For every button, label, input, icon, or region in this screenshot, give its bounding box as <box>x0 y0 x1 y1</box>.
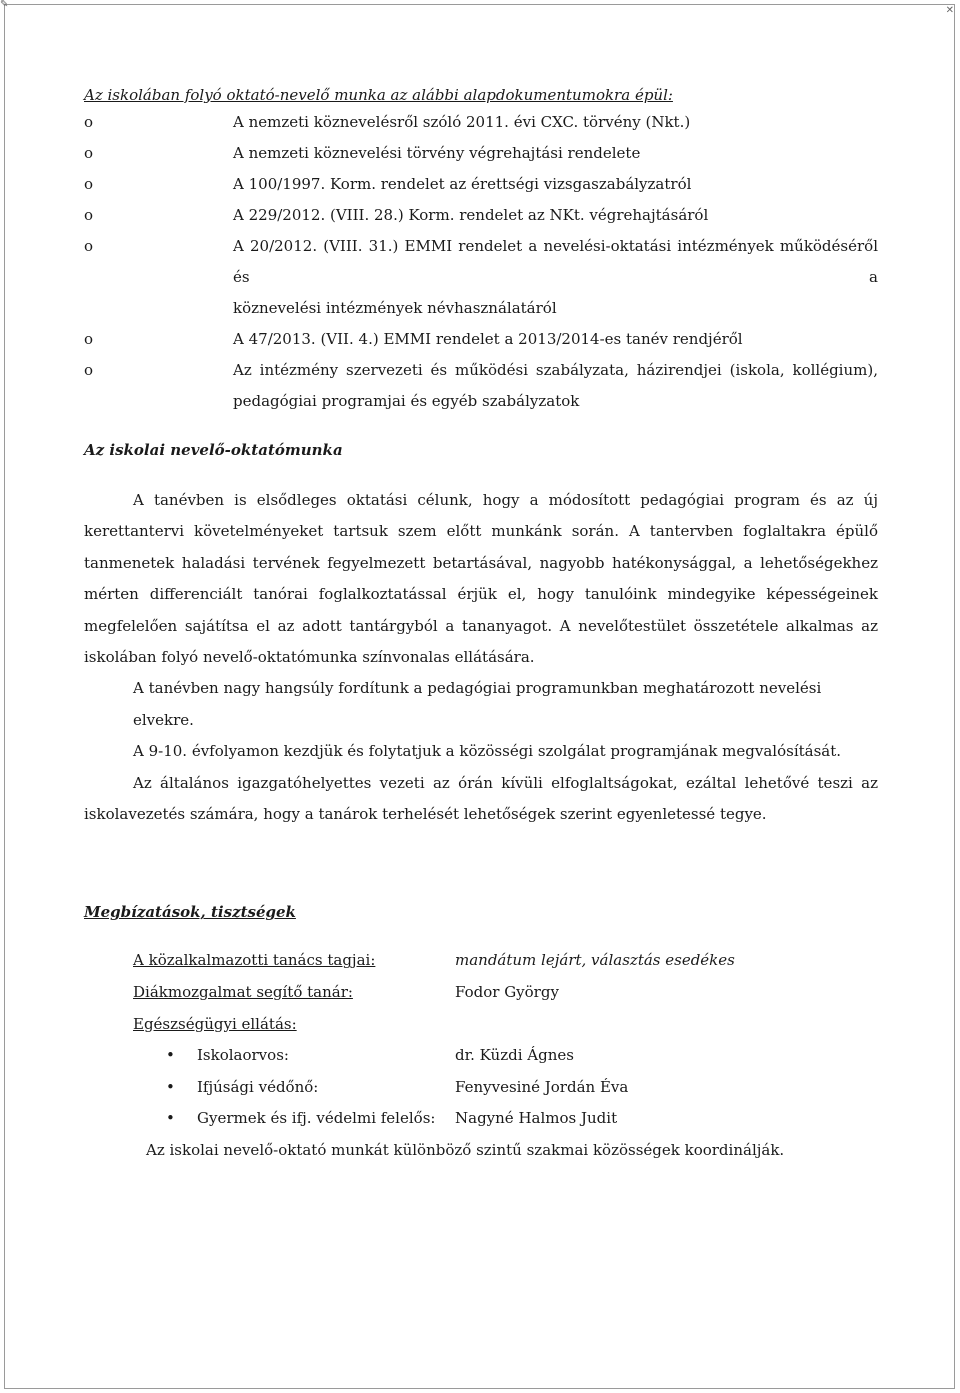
closing-text: Az iskolai nevelő-oktató munkát különböző szintű szakmai közösségek koordinálják. <box>146 1141 785 1160</box>
row-value: Fodor György <box>455 983 559 1002</box>
paragraph: A tanévben is elsődleges oktatási célunk, hogy a módosított pedagógiai program és az új kerettantervi követelményeket tartsuk szem előtt munkánk során. A tantervben foglaltakra épülő tanmenetek haladási tervének fegyelmezett betartásával, nagyobb hatékonysággal, a lehetőségekhez mérten differenciált tanórai foglalkoztatással érjük el, hogy tanulóink mindegyike képességeinek megfelelően sajátítsa el az adott tantárgyból a tananyagot. A nevelőtestület összetétele alkalmas az iskolában folyó nevelő-oktatómunka színvonalas ellátására. <box>84 491 878 667</box>
row-value: dr. Küzdi Ágnes <box>455 1046 574 1065</box>
list-item: o A 20/2012. (VIII. 31.) EMMI rendelet a nevelési-oktatási intézmények működéséről és a <box>84 231 878 293</box>
list-item: o A 229/2012. (VIII. 28.) Korm. rendelet az NKt. végrehajtásáról <box>84 200 878 231</box>
list-item: o A 47/2013. (VII. 4.) EMMI rendelet a 2013/2014-es tanév rendjéről <box>84 324 878 355</box>
document-content <box>84 84 878 1167</box>
section-title-education: Az iskolai nevelő-oktatómunka <box>84 441 343 459</box>
basic-documents-list <box>84 107 878 417</box>
bullet-circle-icon: o <box>84 144 94 162</box>
corner-mark-icon: ✎ <box>0 0 9 10</box>
row-label: Diákmozgalmat segítő tanár: <box>133 983 353 1002</box>
table-row <box>84 945 878 977</box>
bullet-circle-icon: o <box>84 237 94 255</box>
education-body <box>84 485 878 830</box>
paragraph: A 9-10. évfolyamon kezdjük és folytatjuk a közösségi szolgálat programjának megvalósítását. <box>133 742 842 761</box>
row-label: Ifjúsági védőnő: <box>197 1077 319 1096</box>
row-value: mandátum lejárt, választás esedékes <box>455 951 735 970</box>
list-item: o A nemzeti köznevelésről szóló 2011. évi CXC. törvény (Nkt.) <box>84 107 878 138</box>
bullet-circle-icon: o <box>84 113 94 131</box>
table-row <box>84 1040 878 1072</box>
row-value: Nagyné Halmos Judit <box>455 1109 618 1128</box>
bullet-dot-icon: • <box>166 1077 175 1096</box>
paragraph: A tanévben nagy hangsúly fordítunk a pedagógiai programunkban meghatározott nevelési elvekre. <box>133 679 822 729</box>
row-label: Gyermek és ifj. védelmi felelős: <box>197 1109 436 1128</box>
paragraph: Az általános igazgatóhelyettes vezeti az órán kívüli elfoglaltságokat, ezáltal lehetővé teszi az iskolavezetés számára, hogy a tanárok terhelését lehetőségek szerint egyenletessé tegye. <box>84 773 878 824</box>
section-title-assignments: Megbízatások, tisztségek <box>84 903 296 922</box>
list-item-continuation: pedagógiai programjai és egyéb szabályzatok <box>233 392 580 410</box>
row-label: A közalkalmazotti tanács tagjai: <box>133 951 376 970</box>
bullet-circle-icon: o <box>84 175 94 193</box>
list-item: o A 100/1997. Korm. rendelet az érettségi vizsgaszabályzatról <box>84 169 878 200</box>
table-row <box>84 1072 878 1104</box>
closing-row <box>84 1135 878 1167</box>
bullet-dot-icon: • <box>166 1109 175 1128</box>
row-label: Egészségügyi ellátás: <box>133 1014 297 1033</box>
bullet-dot-icon: • <box>166 1046 175 1065</box>
list-item: o Az intézmény szervezeti és működési szabályzata, házirendjei (iskola, kollégium), <box>84 355 878 386</box>
table-row <box>84 1103 878 1135</box>
bullet-circle-icon: o <box>84 361 94 379</box>
close-icon: ✕ <box>945 5 954 16</box>
row-value: Fenyvesiné Jordán Éva <box>455 1077 629 1096</box>
assignments-table <box>84 945 878 1166</box>
table-row <box>84 977 878 1009</box>
list-item-continuation: köznevelési intézmények névhasználatáról <box>233 299 557 317</box>
bullet-circle-icon: o <box>84 206 94 224</box>
list-item: o A nemzeti köznevelési törvény végrehajtási rendelete <box>84 138 878 169</box>
bullet-circle-icon: o <box>84 330 94 348</box>
row-label: Iskolaorvos: <box>197 1046 289 1065</box>
section-title-basic-documents: Az iskolában folyó oktató-nevelő munka az alábbi alapdokumentumokra épül: <box>84 86 673 104</box>
table-row <box>84 1009 878 1041</box>
